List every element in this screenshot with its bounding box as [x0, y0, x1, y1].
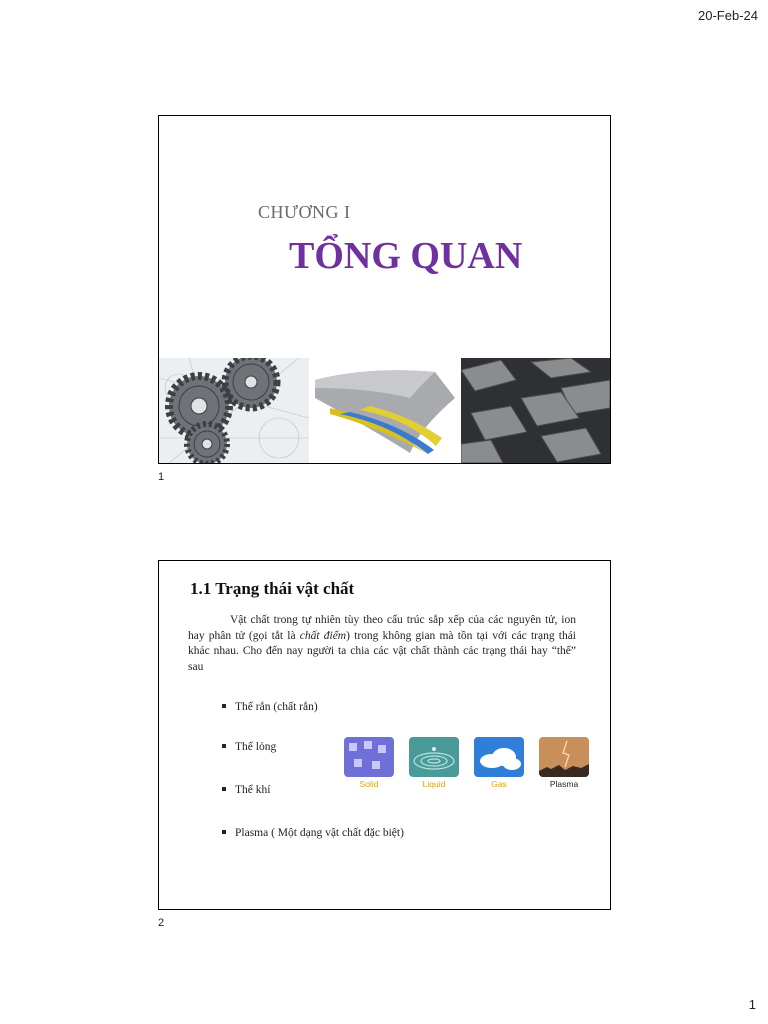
- paragraph-emphasis: chất điểm: [299, 629, 347, 642]
- list-item: Thể khí: [222, 784, 270, 796]
- states-images: [343, 737, 593, 797]
- slide-image-strip: [159, 358, 610, 463]
- list-item: Thể lỏng: [222, 741, 276, 753]
- state-plasma: Plasma: [538, 737, 590, 789]
- list-item: Plasma ( Một dạng vật chất đặc biệt): [222, 827, 404, 839]
- state-solid: Solid: [343, 737, 395, 789]
- paragraph-text-1: Vật chất trong tự nhiên tùy theo cấu trúc sắp xếp của các nguyên tử, ion hay phân tử (gọi tắt là: [188, 614, 576, 642]
- state-liquid: Liquid: [408, 737, 460, 789]
- gears-image: [159, 358, 309, 463]
- layered-sheet-image: [310, 358, 460, 463]
- list-item: Thể rắn (chất rắn): [222, 701, 318, 713]
- solid-image: [344, 737, 394, 777]
- header-date: 20-Feb-24: [698, 8, 758, 23]
- chapter-label: CHƯƠNG I: [258, 202, 351, 222]
- intro-paragraph: [188, 613, 576, 675]
- tiles-image: [461, 358, 610, 463]
- slide-number-1: 1: [158, 471, 165, 483]
- page-number: 1: [748, 997, 756, 1012]
- state-gas: Gas: [473, 737, 525, 789]
- chapter-title: TỔNG QUAN: [289, 235, 523, 277]
- gas-image: [474, 737, 524, 777]
- paragraph-text-2: ) trong không gian mà tồn tại với các trạng thái khác nhau. Cho đến nay người ta chia các vật chất thành các trạng thái hay “thể” sau: [188, 629, 577, 673]
- plasma-image: [539, 737, 589, 777]
- slide-number-2: 2: [158, 917, 165, 929]
- section-title: 1.1 Trạng thái vật chất: [190, 579, 355, 598]
- slide-1: [158, 115, 611, 464]
- liquid-image: [409, 737, 459, 777]
- slide-2: [158, 560, 611, 910]
